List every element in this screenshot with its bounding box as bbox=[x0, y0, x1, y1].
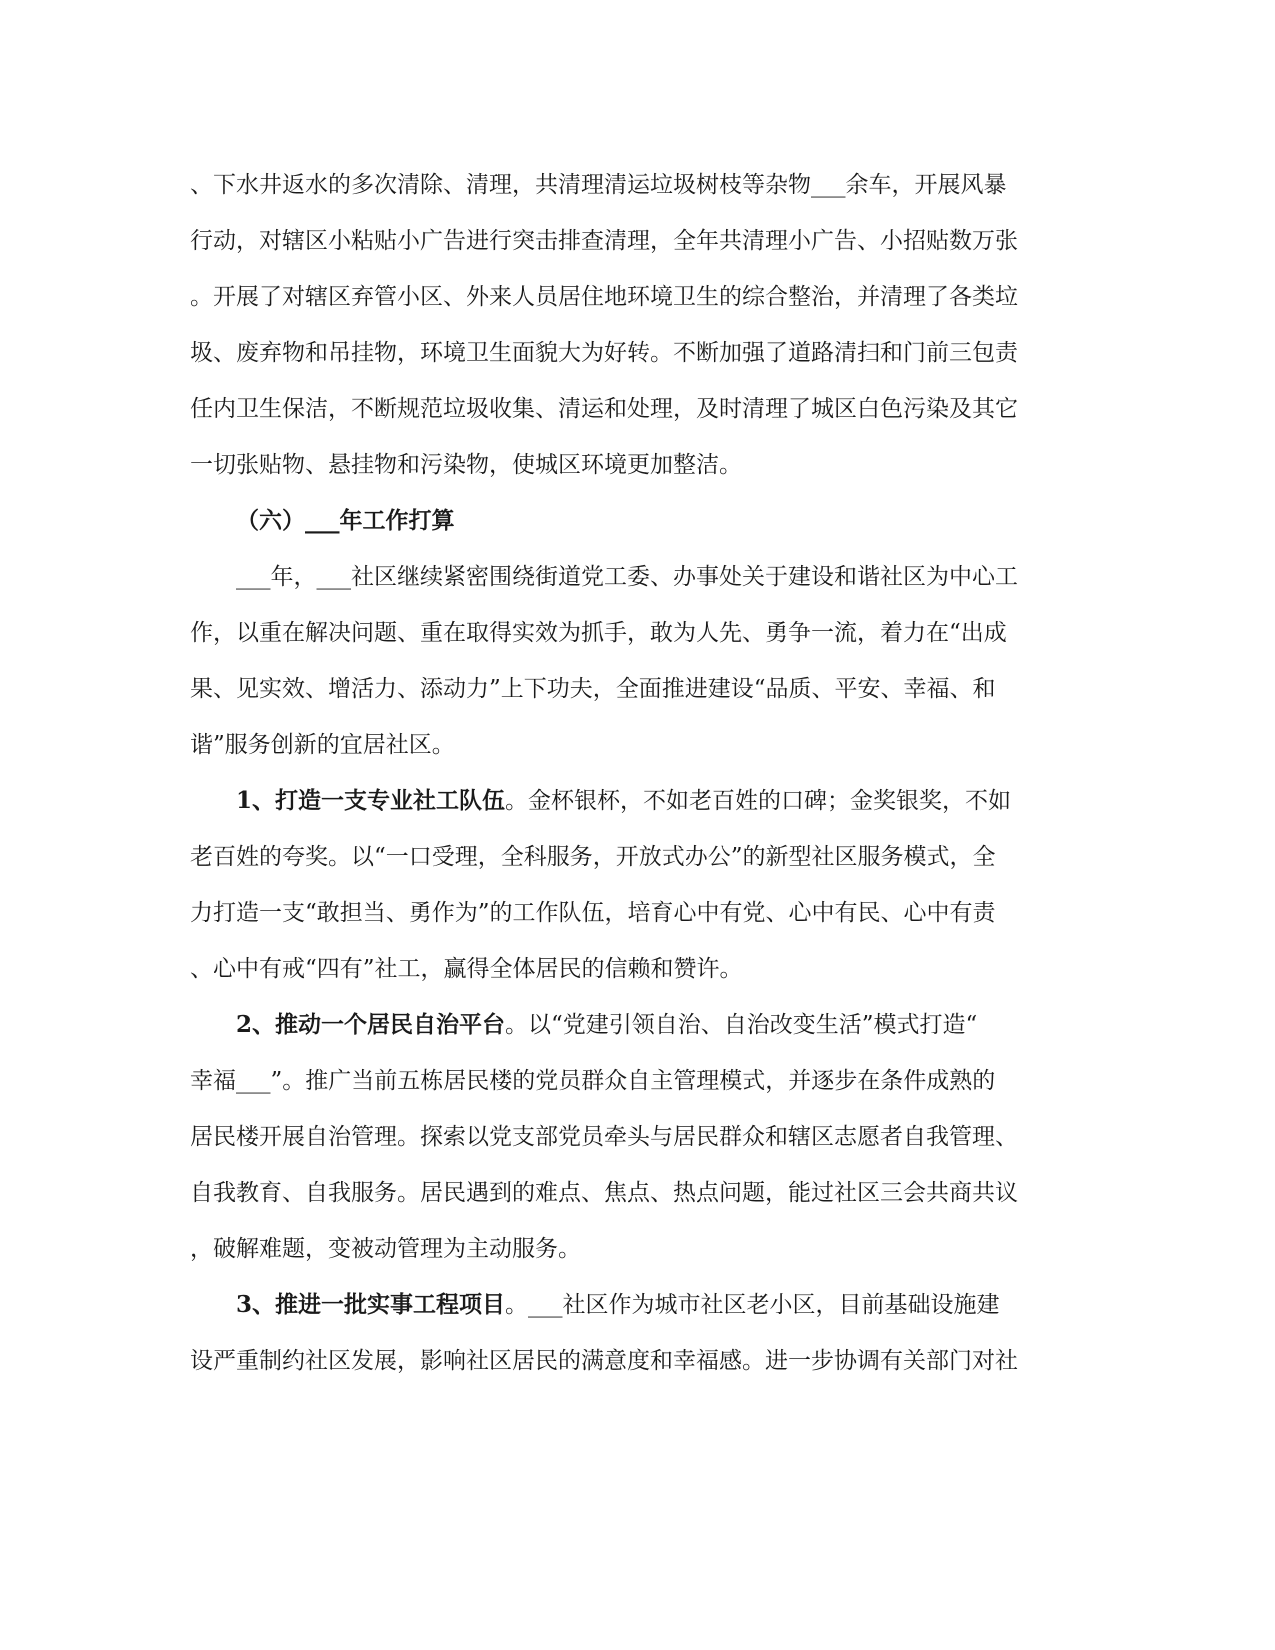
item-2-heading: 2、推动一个居民自治平台 bbox=[236, 1011, 506, 1038]
text-line-2: 行动，对辖区小粘贴小广告进行突击排查清理，全年共清理小广告、小招贴数万张 bbox=[190, 228, 1018, 254]
item-1-heading: 1、打造一支专业社工队伍 bbox=[236, 787, 506, 814]
item-3-heading: 3、推进一批实事工程项目 bbox=[236, 1291, 506, 1318]
text-line-4: 圾、废弃物和吊挂物，环境卫生面貌大为好转。不断加强了道路清扫和门前三包责 bbox=[190, 340, 1018, 366]
text-line-3: 。开展了对辖区弃管小区、外来人员居住地环境卫生的综合整治，并清理了各类垃 bbox=[190, 284, 1018, 310]
text-line-19: 自我教育、自我服务。居民遇到的难点、焦点、热点问题，能过社区三会共商共议 bbox=[190, 1180, 1018, 1206]
text-line-20: ，破解难题，变被动管理为主动服务。 bbox=[190, 1236, 581, 1262]
item-1-line-1: 1、打造一支专业社工队伍。金杯银杯，不如老百姓的口碑；金奖银奖，不如 bbox=[236, 787, 1012, 814]
text-line-9: 作，以重在解决问题、重在取得实效为抓手，敢为人先、勇争一流，着力在“出成 bbox=[190, 620, 1007, 646]
text-line-17: 幸福___”。推广当前五栋居民楼的党员群众自主管理模式，并逐步在条件成熟的 bbox=[190, 1068, 996, 1094]
item-2-line-1: 2、推动一个居民自治平台。以“党建引领自治、自治改变生活”模式打造“ bbox=[236, 1011, 978, 1038]
text-line-14: 力打造一支“敢担当、勇作为”的工作队伍，培育心中有党、心中有民、心中有责 bbox=[190, 900, 996, 926]
text-line-6: 一切张贴物、悬挂物和污染物，使城区环境更加整洁。 bbox=[190, 452, 742, 478]
item-3-line-1: 3、推进一批实事工程项目。___社区作为城市社区老小区，目前基础设施建 bbox=[236, 1291, 1000, 1318]
text-line-13: 老百姓的夸奖。以“一口受理，全科服务，开放式办公”的新型社区服务模式，全 bbox=[190, 844, 996, 870]
text-line-22: 设严重制约社区发展，影响社区居民的满意度和幸福感。进一步协调有关部门对社 bbox=[190, 1348, 1018, 1374]
text-line-1: 、下水井返水的多次清除、清理，共清理清运垃圾树枝等杂物___余车，开展风暴 bbox=[190, 172, 1007, 198]
text-line-15: 、心中有戒“四有”社工，赢得全体居民的信赖和赞许。 bbox=[190, 956, 743, 982]
text-line-11: 谐”服务创新的宜居社区。 bbox=[190, 732, 455, 758]
text-line-8: ___年，___社区继续紧密围绕街道党工委、办事处关于建设和谐社区为中心工 bbox=[236, 564, 1018, 590]
text-line-18: 居民楼开展自治管理。探索以党支部党员牵头与居民群众和辖区志愿者自我管理、 bbox=[190, 1124, 1018, 1150]
section-heading: （六）___年工作打算 bbox=[236, 507, 455, 534]
text-line-10: 果、见实效、增活力、添动力”上下功夫，全面推进建设“品质、平安、幸福、和 bbox=[190, 676, 996, 702]
text-line-5: 任内卫生保洁，不断规范垃圾收集、清运和处理，及时清理了城区白色污染及其它 bbox=[190, 396, 1018, 422]
